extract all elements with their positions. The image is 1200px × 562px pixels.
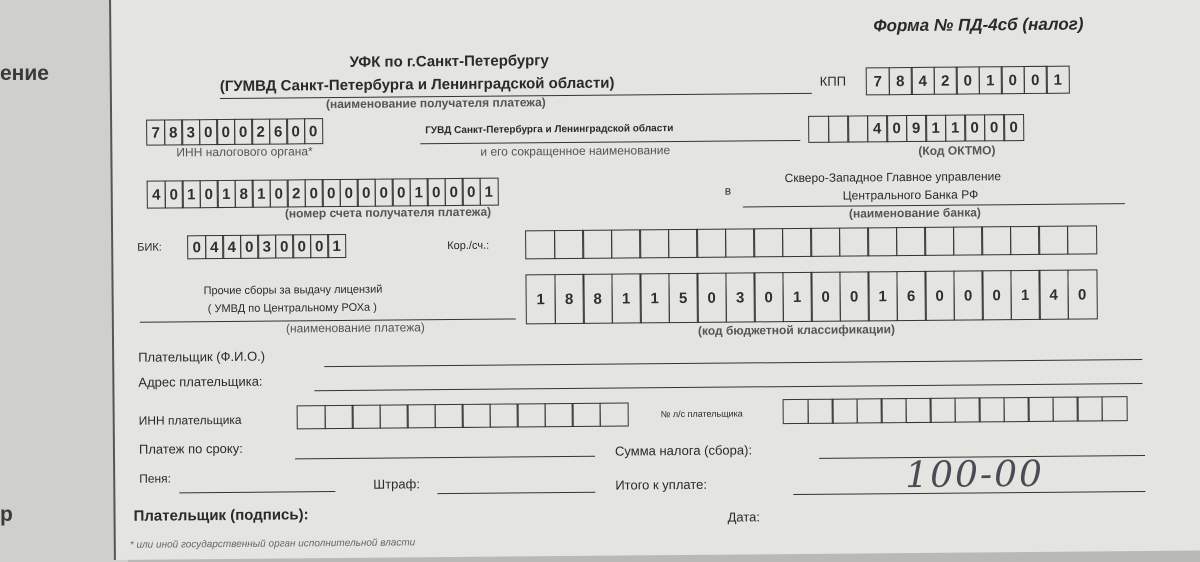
digit-box: 0 [696,273,726,323]
digit-box [924,227,954,256]
digit-box: 1 [182,180,201,208]
digit-box [462,404,491,428]
address-line[interactable] [314,383,1142,391]
digit-box [544,403,573,427]
digit-box [839,227,869,256]
digit-box: 4 [205,235,224,259]
digit-box: 7 [866,67,890,95]
date-label: Дата: [727,509,761,525]
digit-box [379,404,408,428]
digit-box [832,398,858,423]
digit-box: 0 [839,271,869,321]
digit-box: 2 [933,67,957,95]
digit-box: 1 [1010,270,1040,320]
digit-box: 0 [164,180,183,208]
penalty-line[interactable] [179,491,335,493]
bik-field[interactable] [187,234,345,259]
background-text-fragment: р [0,503,13,526]
digit-box: 1 [252,180,271,208]
total-handwritten-value: 100-00 [905,453,1045,497]
oktmo-caption: (Код ОКТМО) [918,143,996,158]
digit-box [407,404,436,428]
kor-label: Кор./сч.: [447,239,490,253]
payment-form-pd4sb [109,0,1200,560]
digit-box [668,229,698,258]
short-name: ГУВД Санкт-Петербурга и Ленинградской области [425,123,674,137]
digit-box [1038,226,1068,255]
tax-authority-inn-field[interactable] [146,118,321,146]
digit-box [807,399,833,424]
digit-box [981,226,1011,255]
inn-caption: ИНН налогового органа* [176,144,313,160]
digit-box [517,403,546,427]
digit-box [639,229,669,258]
digit-box: 4 [222,235,241,259]
payer-inn-label: ИНН плательщика [138,412,242,428]
kpp-field[interactable] [866,66,1069,96]
digit-box: 0 [1067,269,1097,319]
digit-box: 0 [269,179,288,207]
digit-box: 8 [554,274,584,324]
digit-box: 0 [292,234,311,258]
digit-box: 1 [217,180,236,208]
deadline-line[interactable] [295,456,595,460]
digit-box: 0 [304,118,323,144]
digit-box: 0 [984,114,1005,141]
digit-box: 1 [611,273,641,323]
digit-box [881,398,907,423]
digit-box [352,405,381,429]
digit-box [1010,226,1040,255]
form-id: Форма № ПД-4сб (налог) [873,14,1084,36]
digit-box [905,398,931,423]
tax-sum-label: Сумма налога (сбора): [614,442,753,459]
digit-box: 0 [1001,66,1025,94]
fine-label: Штраф: [373,476,420,492]
digit-box [782,228,812,257]
digit-box [896,227,926,256]
recipient-name-line2: (ГУМВД Санкт-Петербурга и Ленинградской области) [219,74,615,96]
digit-box [554,230,584,259]
footnote: * или иной государственный орган исполнительной власти [129,537,416,551]
digit-box: 4 [1038,270,1068,320]
digit-box: 2 [287,179,306,207]
digit-box: 1 [867,271,897,321]
digit-box: 9 [906,115,927,142]
payer-line[interactable] [324,359,1142,367]
payment-caption: (наименование платежа) [285,320,425,336]
deadline-label: Платеж по сроку: [138,440,243,457]
account-caption: (номер счета получателя платежа) [284,204,492,221]
correspondent-account-field[interactable] [525,225,1095,259]
digit-box [489,403,518,427]
digit-box: 0 [1023,66,1047,94]
digit-box [1028,397,1054,422]
digit-box: 0 [275,234,294,258]
recipient-caption: (наименование получателя платежа) [325,95,546,112]
digit-box [1052,397,1078,422]
digit-box: 0 [286,118,305,144]
total-label: Итого к уплате: [615,476,708,493]
bank-name-line1: Скверо-Западное Главное управление [784,169,1002,186]
digit-box [753,228,783,257]
digit-box: 0 [240,235,259,259]
short-name-caption: и его сокращенное наименование [480,143,671,159]
address-label: Адрес плательщика: [138,373,263,390]
digit-box: 1 [945,115,966,142]
digit-box [324,405,353,429]
digit-box: 0 [374,179,393,207]
digit-box [856,398,882,423]
digit-box [953,226,983,255]
digit-box [1077,396,1103,421]
digit-box: 0 [392,178,411,206]
digit-box [434,404,463,428]
digit-box: 0 [462,178,481,206]
bik-label: БИК: [137,241,162,254]
digit-box: 4 [911,67,935,95]
digit-box: 0 [886,115,907,142]
digit-box [1101,396,1127,421]
account-no-label: № л/с плательщика [660,408,743,420]
digit-box [599,402,628,426]
digit-box: 2 [251,119,270,145]
digit-box [808,116,829,143]
digit-box [783,399,809,424]
kpp-label: КПП [819,73,847,89]
digit-box: 8 [164,119,183,145]
oktmo-field[interactable] [808,114,1023,143]
digit-box: 0 [956,66,980,94]
digit-box [297,405,326,429]
digit-box: 1 [639,273,669,323]
digit-box: 0 [199,180,218,208]
digit-box: 0 [981,270,1011,320]
digit-box [582,230,612,259]
digit-box: 0 [304,179,323,207]
digit-box: 7 [146,120,165,146]
digit-box: 0 [216,119,235,145]
digit-box: 8 [888,67,912,95]
digit-box: 3 [725,272,755,322]
digit-box: 4 [867,115,888,142]
digit-box [954,397,980,422]
digit-box [828,116,849,143]
digit-box: 0 [964,114,985,141]
digit-box [525,230,555,259]
digit-box: 1 [978,66,1002,94]
payment-name-line2: ( УМВД по Центральному РОХа ) [207,301,377,316]
digit-box: 3 [257,235,276,259]
payment-name-line1: Прочие сборы за выдачу лицензий [203,283,383,298]
digit-box: 0 [310,234,329,258]
digit-box: 0 [810,272,840,322]
digit-box [696,229,726,258]
digit-box [611,229,641,258]
digit-box: 0 [199,119,218,145]
digit-box [810,228,840,257]
bank-name-line2: Центрального Банка РФ [842,187,979,203]
bank-caption: (наименование банка) [848,205,981,221]
digit-box [867,227,897,256]
digit-box: 1 [327,234,346,258]
fine-line[interactable] [437,492,595,494]
digit-box: 0 [339,179,358,207]
digit-box: 8 [234,180,253,208]
digit-box: 6 [269,118,288,144]
background-text-fragment: ение [0,62,49,85]
digit-box [572,403,601,427]
recipient-account-field[interactable] [147,178,497,209]
kbk-caption: (код бюджетной классификации) [697,322,895,338]
digit-box: 0 [444,178,463,206]
digit-box: 0 [357,179,376,207]
digit-box: 3 [181,119,200,145]
in-label: в [724,183,732,198]
digit-box [725,228,755,257]
digit-box: 5 [668,273,698,323]
digit-box: 4 [147,181,166,209]
digit-box: 0 [1003,114,1024,141]
digit-box: 6 [896,271,926,321]
digit-box [847,115,868,142]
digit-box [979,397,1005,422]
recipient-name-line1: УФК по г.Санкт-Петербургу [349,52,549,71]
digit-box: 0 [234,119,253,145]
digit-box: 1 [525,274,555,324]
digit-box: 0 [187,235,206,259]
digit-box: 0 [427,178,446,206]
digit-box: 1 [409,178,428,206]
digit-box: 8 [582,274,612,324]
digit-box: 1 [925,115,946,142]
digit-box: 1 [782,272,812,322]
digit-box: 0 [322,179,341,207]
payer-personal-account-field[interactable] [783,396,1126,424]
signature-label: Плательщик (подпись): [133,506,309,525]
digit-box [1067,225,1097,254]
payer-label: Плательщик (Ф.И.О.) [138,348,266,365]
budget-classification-code-field[interactable] [525,269,1095,324]
digit-box: 0 [924,271,954,321]
digit-box: 1 [1046,66,1070,94]
digit-box: 0 [753,272,783,322]
digit-box [930,398,956,423]
payer-inn-field[interactable] [297,402,627,429]
digit-box [1003,397,1029,422]
penalty-label: Пеня: [139,471,172,486]
digit-box: 0 [953,270,983,320]
digit-box: 1 [479,178,498,206]
